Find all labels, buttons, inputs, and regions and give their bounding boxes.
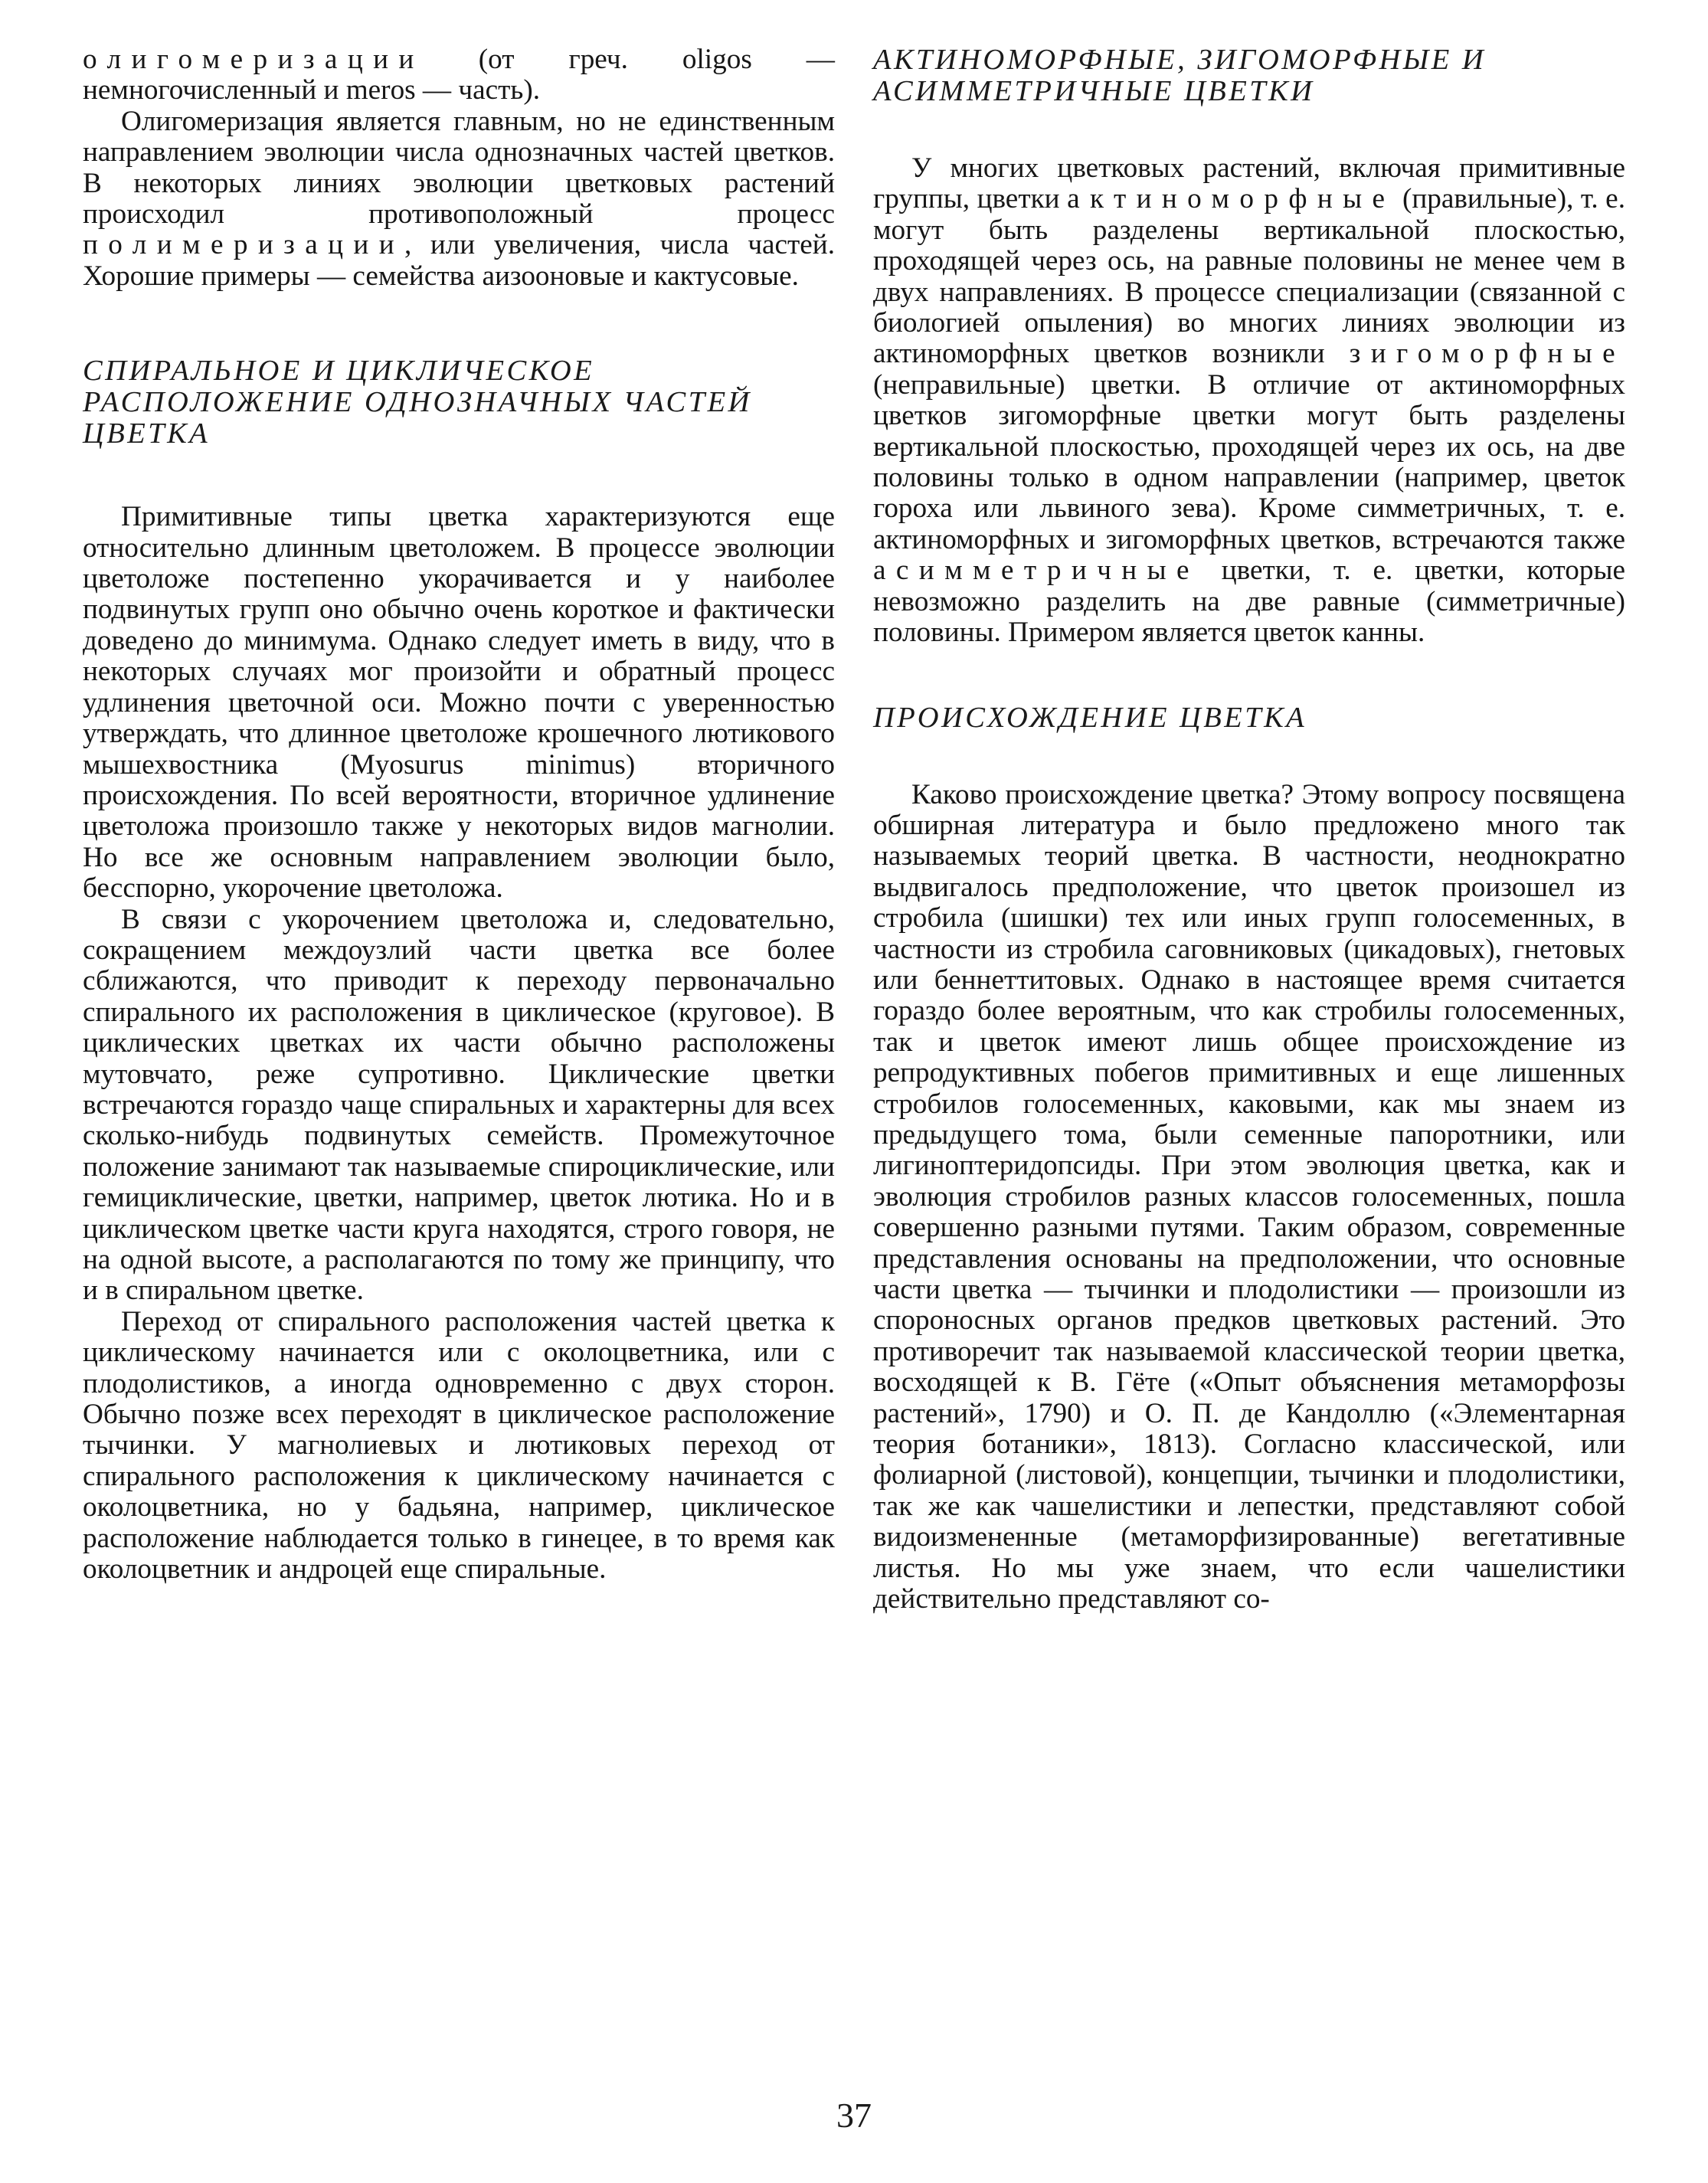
term-zygomorphic: зигоморфные	[1349, 338, 1625, 370]
page-number: 37	[836, 2096, 872, 2135]
oligomerization-text-end: , или увеличения, числа частей. Хорошие примеры — семейства аизооновые и кактусовые.	[83, 229, 835, 292]
symmetry-text-c: (неправильные) цветки. В отличие от актиноморфных цветков зигоморфные цветки могут быть разделены вертикальной плоскостью, проходящей через их ось, на две половины только в одном направлении (например, цветок гороха или львиного зева). Кроме симметричных, т. е. актиноморфных и зигоморфных цветков, встречаются также	[873, 368, 1625, 555]
oligomerization-text: Олигомеризация является главным, но не единственным направлением эволюции числа однозначных частей цветков. В некоторых линиях эволюции цветковых растений происходил противоположный процесс	[83, 105, 835, 231]
paragraph-symmetry	[873, 153, 1625, 649]
section-heading-origin: ПРОИСХОЖДЕНИЕ ЦВЕТКА	[873, 701, 1307, 734]
symmetry-text-b: (правильные), т. е. могут быть разделены вертикальной плоскостью, проходящей через ось, на равные половины не менее чем в двух направлениях. В процессе специализации (связанной с биологией опыления) во многих линиях эволюции из актиноморфных цветков возникли	[873, 183, 1625, 370]
paragraph-receptacle: Примитивные типы цветка характеризуются еще относительно длинным цветоложем. В процессе эволюции цветоложе постепенно укорачивается и у наиболее подвинутых групп оно обычно очень короткое и фактически доведено до минимума. Однако следует иметь в виду, что в некоторых случаях мог произойти и обратный процесс удлинения цветочной оси. Можно почти с уверенностью утверждать, что длинное цветоложе крошечного лютикового мышехвостника (Myosurus minimus) вторичного происхождения. По всей вероятности, вторичное удлинение цветоложа произошло также у некоторых видов магнолии. Но все же основным направлением эволюции было, бесспорно, укорочение цветоложа.	[83, 501, 835, 905]
term-actinomorphic: актиноморфные	[1067, 183, 1396, 215]
left-column	[83, 44, 835, 1585]
term-polymerization: полимеризации	[83, 229, 404, 261]
section-heading-spiral-cyclic: СПИРАЛЬНОЕ И ЦИКЛИЧЕСКОЕ РАСПОЛОЖЕНИЕ ОДНОЗНАЧНЫХ ЧАСТЕЙ ЦВЕТКА	[83, 355, 752, 450]
paragraph-cyclic: В связи с укорочением цветоложа и, следовательно, сокращением междоузлий части цветка все более сближаются, что приводит к переходу первоначально спирального их расположения в циклическое (круговое). В циклических цветках их части обычно расположены мутовчато, реже супротивно. Циклические цветки встречаются гораздо чаще спиральных и характерны для всех сколько-нибудь подвинутых семейств. Промежуточное положение занимают так называемые спироциклические, или гемициклические, цветки, например, цветок лютика. Но и в циклическом цветке части круга находятся, строго говоря, не на одной высоте, а располагаются по тому же принципу, что и в спиральном цветке.	[83, 903, 835, 1307]
paragraph-transition: Переход от спирального расположения частей цветка к циклическому начинается или с околоцветника, или с плодолистиков, а иногда одновременно с двух сторон. Обычно позже всех переходят в циклическое расположение тычинки. У магнолиевых и лютиковых переход от спирального расположения к циклическому начинается с околоцветника, но у бадьяна, например, циклическое расположение наблюдается только в гинецее, в то время как околоцветник и андроцей еще спиральные.	[83, 1305, 835, 1586]
oligomerization-paragraph	[83, 106, 835, 292]
intro-text: (от греч. oligos — немногочисленный и meros — часть).	[83, 44, 835, 106]
section-heading-symmetry: АКТИНОМОРФНЫЕ, ЗИГОМОРФНЫЕ И АСИММЕТРИЧНЫЕ ЦВЕТКИ	[873, 44, 1487, 107]
right-column	[873, 44, 1625, 1615]
symmetry-text-d: цветки, т. е. цветки, которые невозможно разделить на две равные (симметричные) половины. Примером является цветок канны.	[873, 555, 1625, 649]
intro-paragraph	[83, 44, 835, 106]
term-asymmetric: асимметричные	[873, 555, 1199, 587]
paragraph-origin: Каково происхождение цветка? Этому вопросу посвящена обширная литература и было предложено много так называемых теорий цветка. В частности, неоднократно выдвигалось предположение, что цветок произошел из стробила (шишки) тех или иных групп голосеменных, в частности из стробила саговниковых (цикадовых), гнетовых или беннеттитовых. Однако в настоящее время считается гораздо более вероятным, что как стробилы голосеменных, так и цветок имеют лишь общее происхождение из репродуктивных побегов примитивных и еще лишенных стробилов голосеменных, каковыми, как мы знаем из предыдущего тома, были семенные папоротники, или лигиноптеридопсиды. При этом эволюция цветка, как и эволюция стробилов разных классов голосеменных, пошла совершенно разными путями. Таким образом, современные представления основаны на предположении, что основные части цветка — тычинки и плодолистики — произошли из спороносных органов предков цветковых растений. Это противоречит так называемой классической теории цветка, восходящей к В. Гёте («Опыт объяснения метаморфозы растений», 1790) и О. П. де Кандоллю («Элементарная теория ботаники», 1813). Согласно классической, или фолиарной (листовой), концепции, тычинки и плодолистики, так же как чашелистики и лепестки, представляют собой видоизмененные (метаморфизированные) вегетативные листья. Но мы уже знаем, что если чашелистики действительно представляют со-	[873, 778, 1625, 1615]
symmetry-text-a: У многих цветковых растений, включая примитивные группы, цветки	[873, 152, 1625, 215]
term-oligomerization: олигомеризации	[83, 44, 424, 75]
